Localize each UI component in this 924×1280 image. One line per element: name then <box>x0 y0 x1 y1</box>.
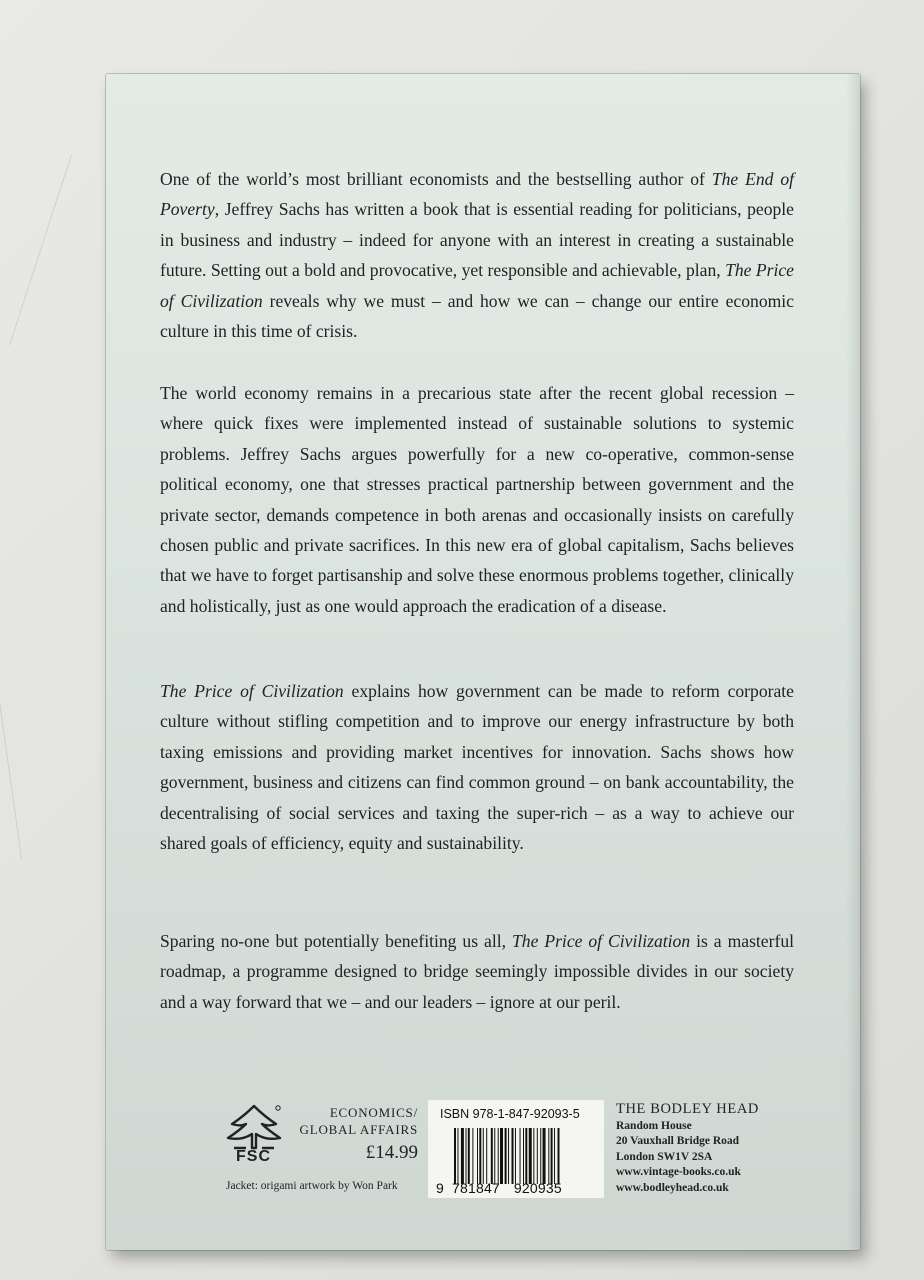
barcode-bar <box>548 1128 549 1184</box>
barcode-bar <box>558 1128 560 1184</box>
barcode-bar <box>477 1128 478 1184</box>
barcode-bar <box>479 1128 481 1184</box>
barcode-bar <box>505 1128 507 1184</box>
barcode-bar <box>461 1128 464 1184</box>
barcode-bar <box>454 1128 456 1184</box>
barcode-bar <box>529 1128 532 1184</box>
barcode-bar <box>486 1128 487 1184</box>
book-title-italic: The Price of Civilization <box>160 260 794 311</box>
category-line: GLOBAL AFFAIRS <box>299 1122 418 1137</box>
publisher-website: www.bodleyhead.co.uk <box>616 1181 729 1194</box>
book-title-italic: The Price of Civilization <box>511 931 691 951</box>
isbn-number: ISBN 978-1-847-92093-5 <box>440 1107 580 1121</box>
barcode-icon <box>454 1128 594 1184</box>
blurb-paragraph-2: The world economy remains in a precarious state after the recent global recession – where quick fixes were implemented instead of sustainable solutions to systemic problems. Jeffrey Sachs argues powerfully for a new co-operative, common-sense political economy, one that stresses practical partnership between government and the private sector, demands competence in both arenas and occasionally insists on carefully chosen public and private sacrifices. In this new era of global capitalism, Sachs believes that we have to forget partisanship and solve these enormous problems together, clinically and holistically, just as one would approach the eradication of a disease. <box>160 383 794 616</box>
blurb-paragraph-4 <box>160 926 794 1017</box>
price-label: £14.99 <box>365 1142 418 1163</box>
table-crease <box>9 155 72 346</box>
book-title-italic: The End of Poverty <box>160 169 794 220</box>
barcode-bar <box>466 1128 467 1184</box>
blurb-text: is a masterful roadmap, a programme designed to bridge seemingly impossible divides in our society and a way forward that we – and our leaders – ignore at our peril. <box>160 931 795 1012</box>
barcode-bar <box>533 1128 534 1184</box>
barcode-bar <box>498 1128 499 1184</box>
barcode-bar <box>551 1128 553 1184</box>
book-title-italic: The Price of Civilization <box>160 681 344 701</box>
barcode-bar <box>537 1128 538 1184</box>
barcode-digit-group: 781847 <box>452 1180 500 1196</box>
publisher-address: London SW1V 2SA <box>616 1150 713 1163</box>
barcode-bar <box>491 1128 493 1184</box>
fsc-logo-text: FSC <box>236 1148 271 1165</box>
barcode-bar <box>540 1128 541 1184</box>
barcode-bar <box>483 1128 484 1184</box>
barcode-sticker <box>428 1100 604 1198</box>
barcode-digit: 9 <box>436 1180 444 1196</box>
barcode-bar <box>500 1128 503 1184</box>
blurb-text: explains how government can be made to reform corporate culture without stifling competition and to improve our energy infrastructure by both taxing emissions and providing market incentives for innovation. Sachs shows how government, business and citizens can find common ground – on bank accountability, the decentralising of social services and taxing the super-rich – as a way to achieve our shared goals of efficiency, equity and sustainability. <box>160 681 794 854</box>
table-crease <box>0 701 22 860</box>
barcode-bar <box>523 1128 524 1184</box>
barcode-bar <box>512 1128 514 1184</box>
barcode-bar <box>472 1128 473 1184</box>
barcode-bar <box>457 1128 458 1184</box>
barcode-bar <box>468 1128 470 1184</box>
barcode-bar <box>543 1128 546 1184</box>
barcode-bar <box>494 1128 495 1184</box>
blurb-text: reveals why we must – and how we can – change our entire economic culture in this time of crisis. <box>160 290 794 342</box>
blurb-text: , Jeffrey Sachs has written a book that is essential reading for politicians, people in business and industry – indeed for anyone with an interest in creating a sustainable future. Setting out a bold and provocative, yet responsible and achievable, plan, <box>160 199 794 281</box>
blurb-paragraph-3 <box>160 676 794 858</box>
barcode-digit-group: 920935 <box>513 1180 562 1196</box>
publisher-imprint: Random House <box>616 1119 692 1132</box>
publisher-name: THE BODLEY HEAD <box>616 1101 759 1117</box>
publisher-address: 20 Vauxhall Bridge Road <box>616 1135 740 1148</box>
blurb-text: One of the world’s most brilliant economists and the bestselling author of <box>160 169 712 189</box>
publisher-block <box>616 1102 759 1197</box>
barcode-bar <box>520 1128 521 1184</box>
barcode-bar <box>508 1128 509 1184</box>
jacket-credit: Jacket: origami artwork by Won Park <box>226 1180 398 1192</box>
barcode-bar <box>554 1128 555 1184</box>
back-cover-footer <box>106 1092 860 1202</box>
barcode-digits <box>436 1180 562 1196</box>
publisher-website: www.vintage-books.co.uk <box>616 1166 741 1179</box>
category-label <box>294 1104 418 1138</box>
blurb-text: Sparing no-one but potentially benefiting us all, <box>160 931 512 951</box>
book-back-cover <box>106 74 860 1250</box>
barcode-bar <box>525 1128 527 1184</box>
blurb-paragraph-1 <box>160 164 794 346</box>
category-line: ECONOMICS/ <box>329 1105 418 1120</box>
barcode-bar <box>515 1128 516 1184</box>
